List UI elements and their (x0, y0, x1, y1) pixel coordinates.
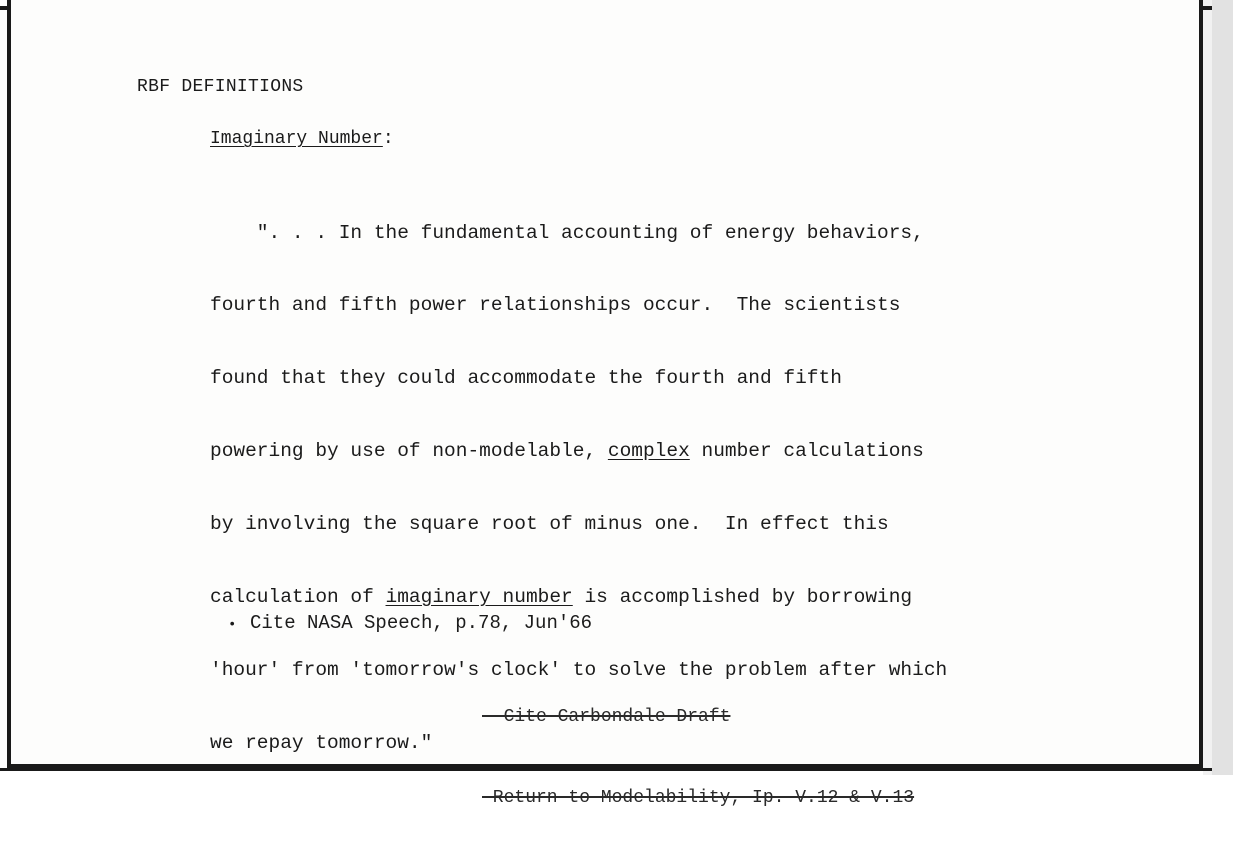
bottom-border-rule (0, 768, 1212, 771)
section-heading: RBF DEFINITIONS (137, 77, 304, 97)
quote-line: powering by use of non-modelable, complex number calculations (210, 440, 924, 463)
page-edge-shadow (1212, 0, 1233, 775)
quote-line: found that they could accommodate the fourth and fifth (210, 367, 842, 390)
underlined-phrase: imaginary number (385, 586, 573, 609)
struck-line: Return to Modelability, Ip. V.12 & V.13 (482, 788, 915, 808)
quote-line: 'hour' from 'tomorrow's clock' to solve the problem after which (210, 658, 948, 681)
struck-through-notes (482, 650, 914, 866)
quote-line: we repay tomorrow." (210, 731, 433, 754)
quote-line: fourth and fifth power relationships occur. The scientists (210, 294, 901, 317)
term-heading (210, 129, 394, 149)
citation-note (228, 612, 592, 634)
term-label: Imaginary Number (210, 129, 383, 149)
quote-line: by involving the square root of minus one. In effect this (210, 513, 889, 536)
citation-text: Cite NASA Speech, p.78, Jun'66 (250, 612, 593, 634)
struck-line: --Cite Carbondale Draft (482, 707, 731, 727)
term-suffix: : (382, 129, 394, 149)
page-edge-highlight (1203, 0, 1212, 775)
bullet-mark-icon: • (228, 617, 237, 633)
underlined-word: complex (607, 440, 690, 463)
quote-line: calculation of imaginary number is accomplished by borrowing (210, 586, 913, 609)
quote-line: ". . . In the fundamental accounting of energy behaviors, (210, 221, 924, 244)
